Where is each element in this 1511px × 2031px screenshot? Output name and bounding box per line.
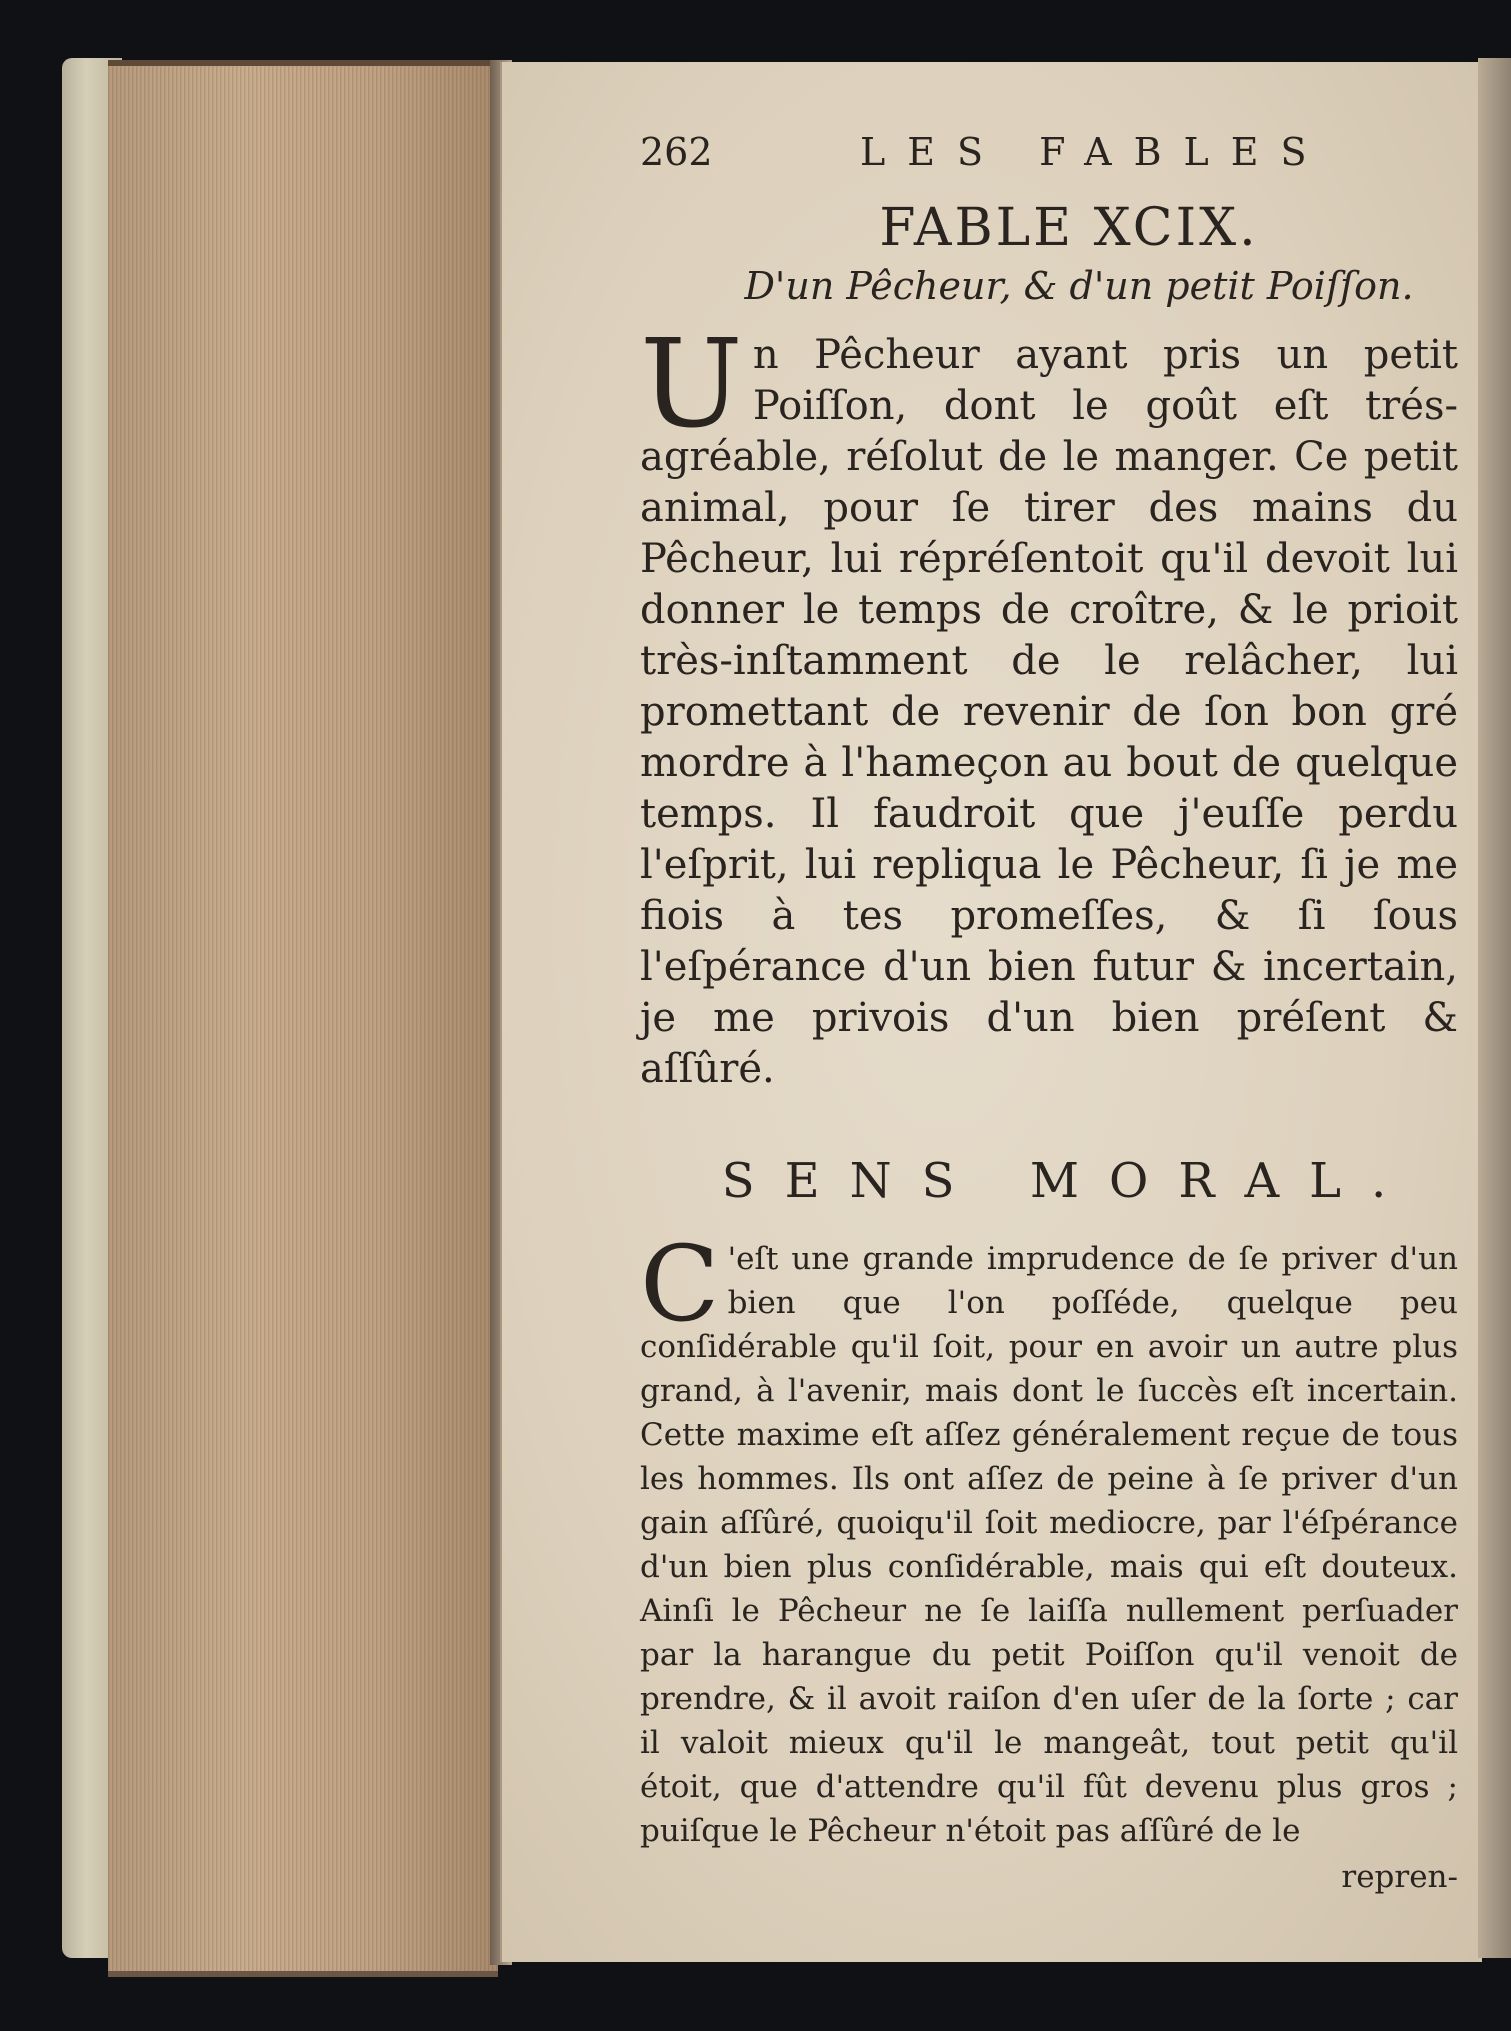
fable-body <box>640 313 1458 1095</box>
page-block-edges <box>108 60 498 1977</box>
moral-text: 'eſt une grande imprudence de ſe priver d'un bien que l'on poſſéde, quelque peu conſidérable qu'il ſoit, pour en avoir un autre plus grand, à l'avenir, mais dont le ſuccès eſt incertain. Cette maxime eſt aſſez généralement reçue de tous les hommes. Ils ont aſſez de peine à ſe priver d'un gain aſſûré, quoiqu'il ſoit mediocre, par l'éſpérance d'un bien plus conſidérable, mais qui eſt douteux. Ainſi le Pêcheur ne ſe laiſſa nullement perſuader par la harangue du petit Poiſſon qu'il venoit de prendre, & il avoit raiſon d'en uſer de la ſorte ; car il valoit mieux qu'il le mangeât, tout petit qu'il étoit, que d'attendre qu'il fût devenu plus gros ; puiſque le Pêcheur n'étoit pas aſſûré de le <box>640 1241 1458 1849</box>
facing-page-edge <box>1478 58 1511 1958</box>
page-text <box>640 130 1458 1895</box>
moral-body <box>640 1223 1458 1853</box>
page-number: 262 <box>640 130 713 174</box>
fable-subtitle: D'un Pêcheur, & d'un petit Poiſſon. <box>744 264 1414 308</box>
page-header <box>640 130 1458 190</box>
catchword: repren- <box>1341 1859 1458 1895</box>
fable-drop-cap: U <box>640 313 743 455</box>
fable-text: n Pêcheur ayant pris un petit Poiſſon, dont le goût eſt trés-agréable, réſolut de le manger. Ce petit animal, pour ſe tirer des mains du Pêcheur, lui répréſentoit qu'il devoit lui donner le temps de croître, & le prioit très-inſtamment de le relâcher, lui promettant de revenir de ſon bon gré mordre à l'hameçon au bout de quelque temps. Il faudroit que j'euſſe perdu l'eſprit, lui repliqua le Pêcheur, ſi je me fiois à tes promeſſes, & ſi ſous l'eſpérance d'un bien futur & incertain, je me privois d'un bien préſent & aſſûré. <box>640 332 1458 1092</box>
running-head: LES FABLES <box>860 130 1329 174</box>
moral-drop-cap: C <box>640 1223 720 1345</box>
moral-heading: SENS MORAL. <box>721 1153 1417 1209</box>
fable-title: FABLE XCIX. <box>879 198 1259 258</box>
